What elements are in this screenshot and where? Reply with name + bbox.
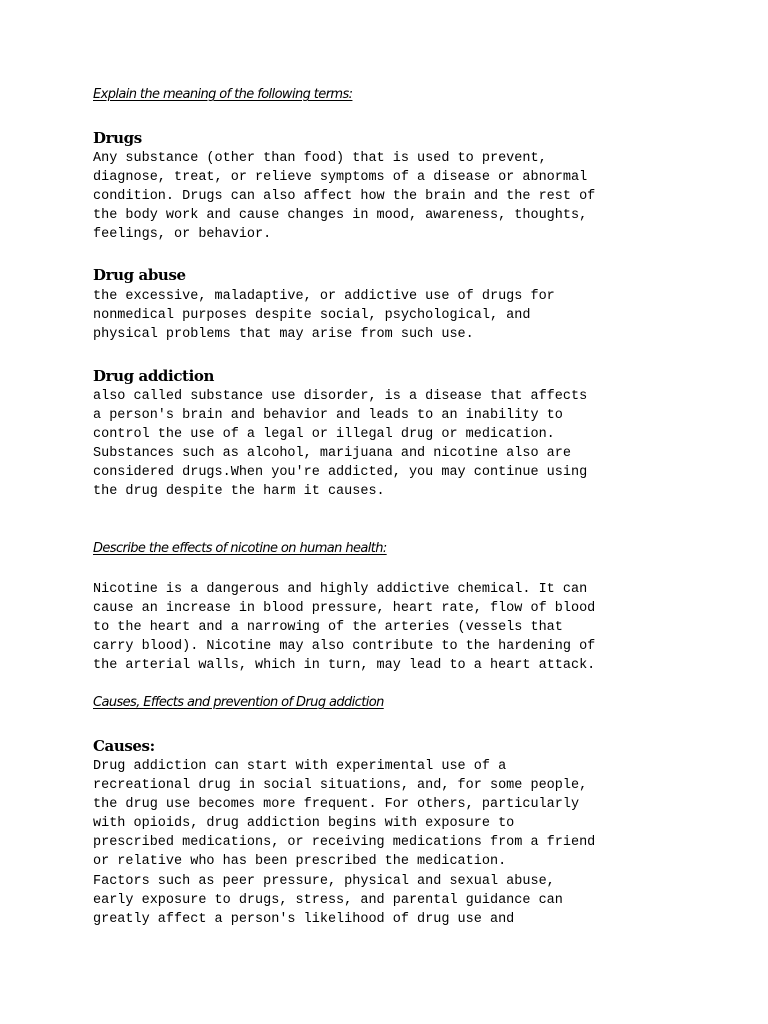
text-line: considered drugs.When you're addicted, you may continue using [93,465,588,481]
text-line: prescribed medications, or receiving medications from a friend [93,835,596,851]
drug-addiction-definition [93,387,587,502]
text-line: Factors such as peer pressure, physical and sexual abuse, [93,873,555,889]
text-line: Drug addiction can start with experimental use of a [93,759,507,774]
text-line: the arterial walls, which in turn, may lead to a heart attack. [93,658,596,674]
text-line: diagnose, treat, or relieve symptoms of a disease or abnormal [93,170,588,186]
text-line: to the heart and a narrowing of the arteries (vessels that [93,620,563,636]
text-line: the drug despite the harm it causes. [93,484,385,500]
text-line: the drug use becomes more frequent. For others, particularly [93,797,580,813]
text-line: with opioids, drug addiction begins with exposure to [93,816,515,832]
text-line: Substances such as alcohol, marijuana and nicotine also are [93,446,571,462]
drug-abuse-definition [93,287,555,344]
text-line: physical problems that may arise from such use. [93,327,474,343]
text-line: the body work and cause changes in mood, awareness, thoughts, [93,208,588,224]
text-line: Any substance (other than food) that is used to prevent, [93,151,547,166]
causes-heading: Causes: [93,737,155,755]
text-line: feelings, or behavior. [93,227,272,243]
text-line: or relative who has been prescribed the medication. [93,854,507,870]
text-line: also called substance use disorder, is a disease that affects [93,389,588,404]
drugs-definition [93,149,595,244]
text-line: condition. Drugs can also affect how the brain and the rest of [93,189,596,205]
causes-text [93,757,595,929]
text-line: carry blood). Nicotine may also contribute to the hardening of [93,639,596,655]
text-line: nonmedical purposes despite social, psychological, and [93,308,531,324]
text-line: cause an increase in blood pressure, heart rate, flow of blood [93,601,596,617]
terms-prompt: Explain the meaning of the following terms: [93,87,353,102]
text-line: early exposure to drugs, stress, and parental guidance can [93,892,563,908]
text-line: recreational drug in social situations, and, for some people, [93,778,588,794]
drugs-heading: Drugs [93,129,142,147]
text-line: control the use of a legal or illegal drug or medication. [93,427,555,443]
causes-effects-prevention-prompt: Causes, Effects and prevention of Drug addiction [93,695,384,710]
drug-addiction-heading: Drug addiction [93,367,214,385]
nicotine-prompt: Describe the effects of nicotine on human health: [93,541,387,556]
text-line: greatly affect a person's likelihood of drug use and [93,911,515,927]
nicotine-effects [93,580,595,675]
text-line: a person's brain and behavior and leads to an inability to [93,408,563,424]
text-line: the excessive, maladaptive, or addictive use of drugs for [93,289,555,304]
text-line: Nicotine is a dangerous and highly addictive chemical. It can [93,582,588,597]
drug-abuse-heading: Drug abuse [93,266,186,284]
